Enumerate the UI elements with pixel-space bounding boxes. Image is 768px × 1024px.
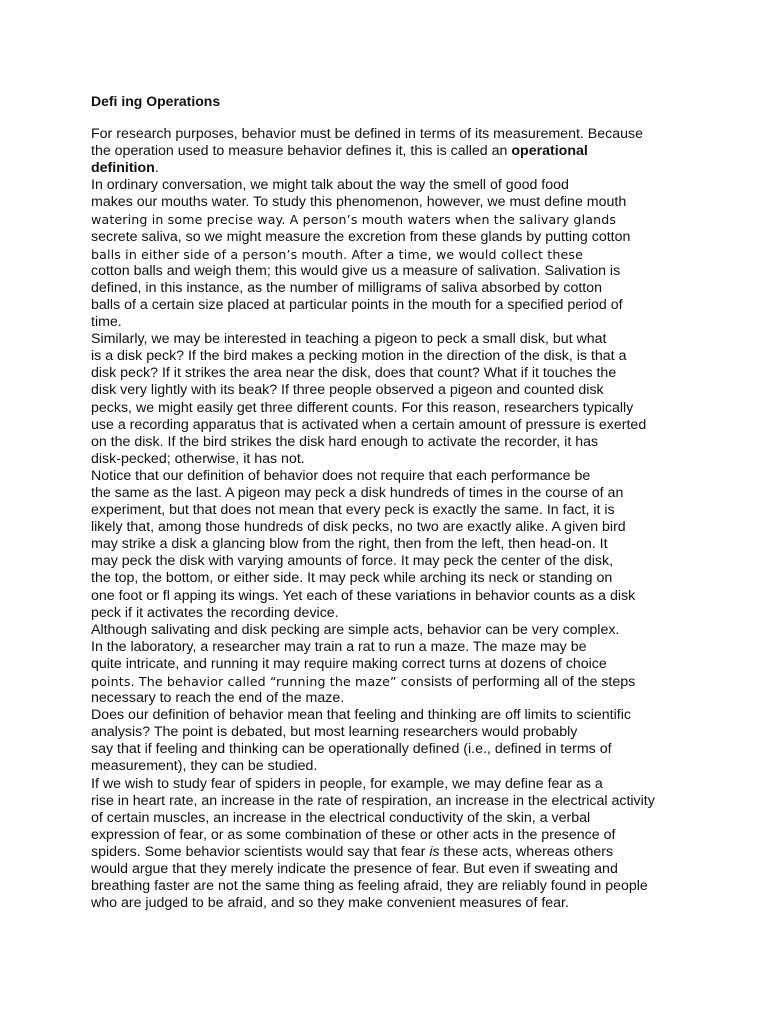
text-line: Does our definition of behavior mean that feeling and thinking are off limits to scientific [91, 707, 631, 724]
text-line: one foot or fl apping its wings. Yet each of these variations in behavior counts as a disk [91, 587, 636, 604]
bold-term: operational [511, 143, 588, 160]
text-run: points. The behavior called “running the maze” con [91, 674, 424, 689]
text-line: disk peck? If it strikes the area near the disk, does that count? What if it touches the [91, 365, 617, 382]
text-line: the top, the bottom, or either side. It may peck while arching its neck or standing on [91, 570, 613, 587]
text-line: experiment, but that does not mean that every peck is exactly the same. In fact, it is [91, 502, 615, 519]
italic-word: is [429, 843, 440, 860]
text-line: analysis? The point is debated, but most learning researchers would probably [91, 724, 578, 741]
text-line: secrete saliva, so we might measure the excretion from these glands by putting cotton [91, 228, 631, 245]
text-line: use a recording apparatus that is activated when a certain amount of pressure is exerted [91, 416, 647, 433]
bold-term: definition [91, 160, 155, 177]
text-line: cotton balls and weigh them; this would give us a measure of salivation. Salivation is [91, 262, 621, 279]
text-line: quite intricate, and running it may require making correct turns at dozens of choice [91, 655, 607, 672]
text-line: In ordinary conversation, we might talk about the way the smell of good food [91, 177, 569, 194]
text-line [91, 143, 751, 160]
text-line: on the disk. If the bird strikes the disk hard enough to activate the recorder, it has [91, 433, 599, 450]
text-line: peck if it activates the recording device. [91, 604, 339, 621]
text-line: disk-pecked; otherwise, it has not. [91, 450, 305, 467]
text-line: measurement), they can be studied. [91, 758, 318, 775]
text-line: Notice that our definition of behavior does not require that each performance be [91, 467, 591, 484]
text-line: defined, in this instance, as the number of milligrams of saliva absorbed by cotton [91, 279, 603, 296]
text-line: may peck the disk with varying amounts of force. It may peck the center of the disk, [91, 553, 614, 570]
text-run: . [154, 160, 159, 177]
text-line: necessary to reach the end of the maze. [91, 690, 345, 707]
text-run: sists of performing all of the steps [423, 674, 636, 690]
text-line: rise in heart rate, an increase in the rate of respiration, an increase in the electrical activity [91, 792, 655, 809]
text-line: disk very lightly with its beak? If three people observed a pigeon and counted disk [91, 382, 604, 399]
text-line: is a disk peck? If the bird makes a pecking motion in the direction of the disk, is that a [91, 348, 627, 365]
text-line: who are judged to be afraid, and so they make convenient measures of fear. [91, 895, 569, 912]
body-text [91, 126, 751, 912]
text-line: say that if feeling and thinking can be operationally defined (i.e., defined in terms of [91, 741, 612, 758]
text-line: Although salivating and disk pecking are simple acts, behavior can be very complex. [91, 621, 620, 638]
text-line: the same as the last. A pigeon may peck a disk hundreds of times in the course of an [91, 484, 624, 501]
text-line [91, 160, 751, 177]
text-line: of certain muscles, an increase in the electrical conductivity of the skin, a verbal [91, 809, 591, 826]
text-line: Similarly, we may be interested in teaching a pigeon to peck a small disk, but what [91, 331, 607, 348]
text-line: watering in some precise way. A person’s mouth waters when the salivary glands [91, 212, 617, 228]
text-line: In the laboratory, a researcher may train a rat to run a maze. The maze may be [91, 638, 587, 655]
text-line: time. [91, 314, 122, 331]
text-line: expression of fear, or as some combination of these or other acts in the presence of [91, 826, 616, 843]
text-line: If we wish to study fear of spiders in people, for example, we may define fear as a [91, 775, 603, 792]
text-line [91, 673, 751, 690]
text-line: would argue that they merely indicate the presence of fear. But even if sweating and [91, 861, 618, 878]
text-line: For research purposes, behavior must be defined in terms of its measurement. Because [91, 126, 644, 142]
text-run: spiders. Some behavior scientists would say that fear [91, 843, 430, 860]
text-run: the operation used to measure behavior defines it, this is called an [91, 143, 512, 160]
text-line: balls in either side of a person’s mouth. After a time, we would collect these [91, 246, 584, 262]
text-line: balls of a certain size placed at particular points in the mouth for a specified period of [91, 296, 623, 313]
text-line: pecks, we might easily get three different counts. For this reason, researchers typically [91, 399, 634, 416]
text-line [91, 844, 751, 861]
text-line: may strike a disk a glancing blow from the right, then from the left, then head-on. It [91, 536, 608, 553]
section-heading: Defi ing Operations [91, 93, 221, 109]
text-line: makes our mouths water. To study this phenomenon, however, we must define mouth [91, 194, 627, 211]
text-run: these acts, whereas others [439, 843, 614, 860]
text-line: likely that, among those hundreds of disk pecks, no two are exactly alike. A given bird [91, 519, 626, 536]
text-line: breathing faster are not the same thing as feeling afraid, they are reliably found in people [91, 878, 648, 895]
